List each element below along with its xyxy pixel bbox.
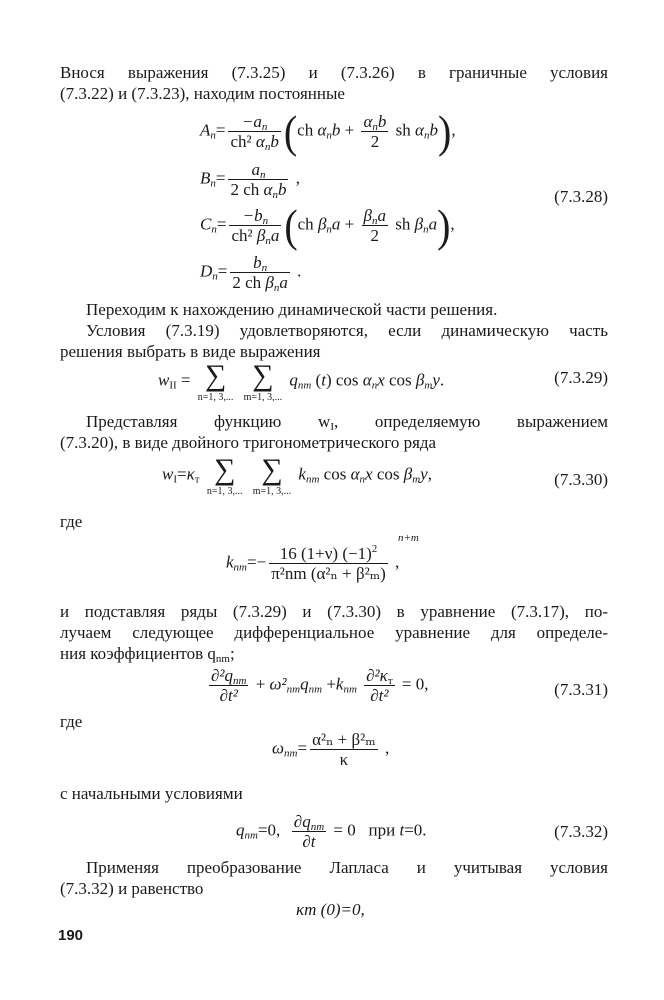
equation-An: $A_n=$ $\frac{-a_n}{ch^2 \alpha_nb}$ (ch $\alpha_nb$ + $\frac{\alpha_nb}{2}$ sh $\alpha_nb$), — [200, 105, 456, 157]
equation-w-II: $w_{II}$ = ∑ n=1, 3,... ∑ m=1, 3,... $q_{nm}$ (t) $\cos \alpha_nx$ $\cos \beta_my$. — [158, 359, 445, 403]
equation-differential: $\frac{\partial^2q_{nm}}{\text{∂t²}}$ + $\omega^2_{nm}q_{nm} +k_{nm}$ $\frac{\partial^2\kappa_т}{\text{∂t²}}$ = 0, — [211, 666, 429, 705]
text-line: и подставляя ряды (7.3.29) и (7.3.30) в уравнение (7.3.17), по- — [60, 602, 608, 621]
equation-w-I: $w_I=\kappa_т$ ∑ n=1, 3,... ∑ m=1, 3,... $k_{nm}$ $\cos \alpha_nx$ $\cos \beta_my$, — [162, 453, 432, 497]
equation-initial-conditions: $q_{nm}=0$, $\frac{\partial q_{nm}}{\partial t}$ = 0 при t=0. — [236, 812, 427, 851]
equation-Cn: $C_n=$ $\frac{-b_n}{ch^2 \beta_na}$ (ch $\beta_na$ + $\frac{\beta_na}{2}$ sh $\beta_na$), — [200, 199, 455, 251]
text-line: (7.3.32) и равенство — [60, 879, 204, 898]
equation-Bn: $B_n=$ $\frac{a_n}{2 ch \alpha_nb}$ , — [200, 160, 300, 201]
equation-number: (7.3.28) — [554, 187, 608, 206]
equation-number: (7.3.30) — [554, 470, 608, 489]
equation-number: (7.3.32) — [554, 822, 608, 841]
text-line: Переходим к нахождению динамической части решения. — [86, 300, 498, 319]
text-line: Применяя преобразование Лапласа и учитывая условия — [86, 858, 608, 877]
text-line: Внося выражения (7.3.25) и (7.3.26) в граничные условия — [60, 63, 608, 82]
text-line: где — [60, 712, 83, 731]
equation-omega: $\omega_{nm}=$ $\frac{\text{α²ₙ + β²ₘ}}{\kappa}$ , — [272, 730, 390, 769]
page-number: 190 — [58, 927, 84, 944]
equation-Dn: $D_n=$ $\frac{b_n}{2 ch \beta_na}$ . — [200, 253, 302, 294]
exponent: n+m — [398, 532, 419, 544]
equation-final: κт (0)=0, — [296, 900, 365, 919]
equation-knm: $k_{nm}=-$ $\frac{16 (1+\nu) (-1)^2}{\text{π²nm (α²ₙ + β²ₘ)}}$ , — [226, 543, 400, 583]
text-line: решения выбрать в виде выражения — [60, 342, 321, 361]
text-line: (7.3.20), в виде двойного тригонометрического ряда — [60, 433, 437, 452]
equation-number: (7.3.29) — [554, 368, 608, 387]
text-line: Условия (7.3.19) удовлетворяются, если динамическую часть — [86, 321, 608, 340]
text-line: (7.3.22) и (7.3.23), находим постоянные — [60, 84, 345, 103]
text-line: ния коэффициентов $q_{nm}$; — [60, 644, 235, 665]
equation-number: (7.3.31) — [554, 680, 608, 699]
text-line: лучаем следующее дифференциальное уравнение для определе- — [60, 623, 608, 642]
text-line: Представляя функцию $w_I$, определяемую выражением — [86, 412, 608, 433]
text-line: с начальными условиями — [60, 784, 243, 803]
text-line: где — [60, 512, 83, 531]
